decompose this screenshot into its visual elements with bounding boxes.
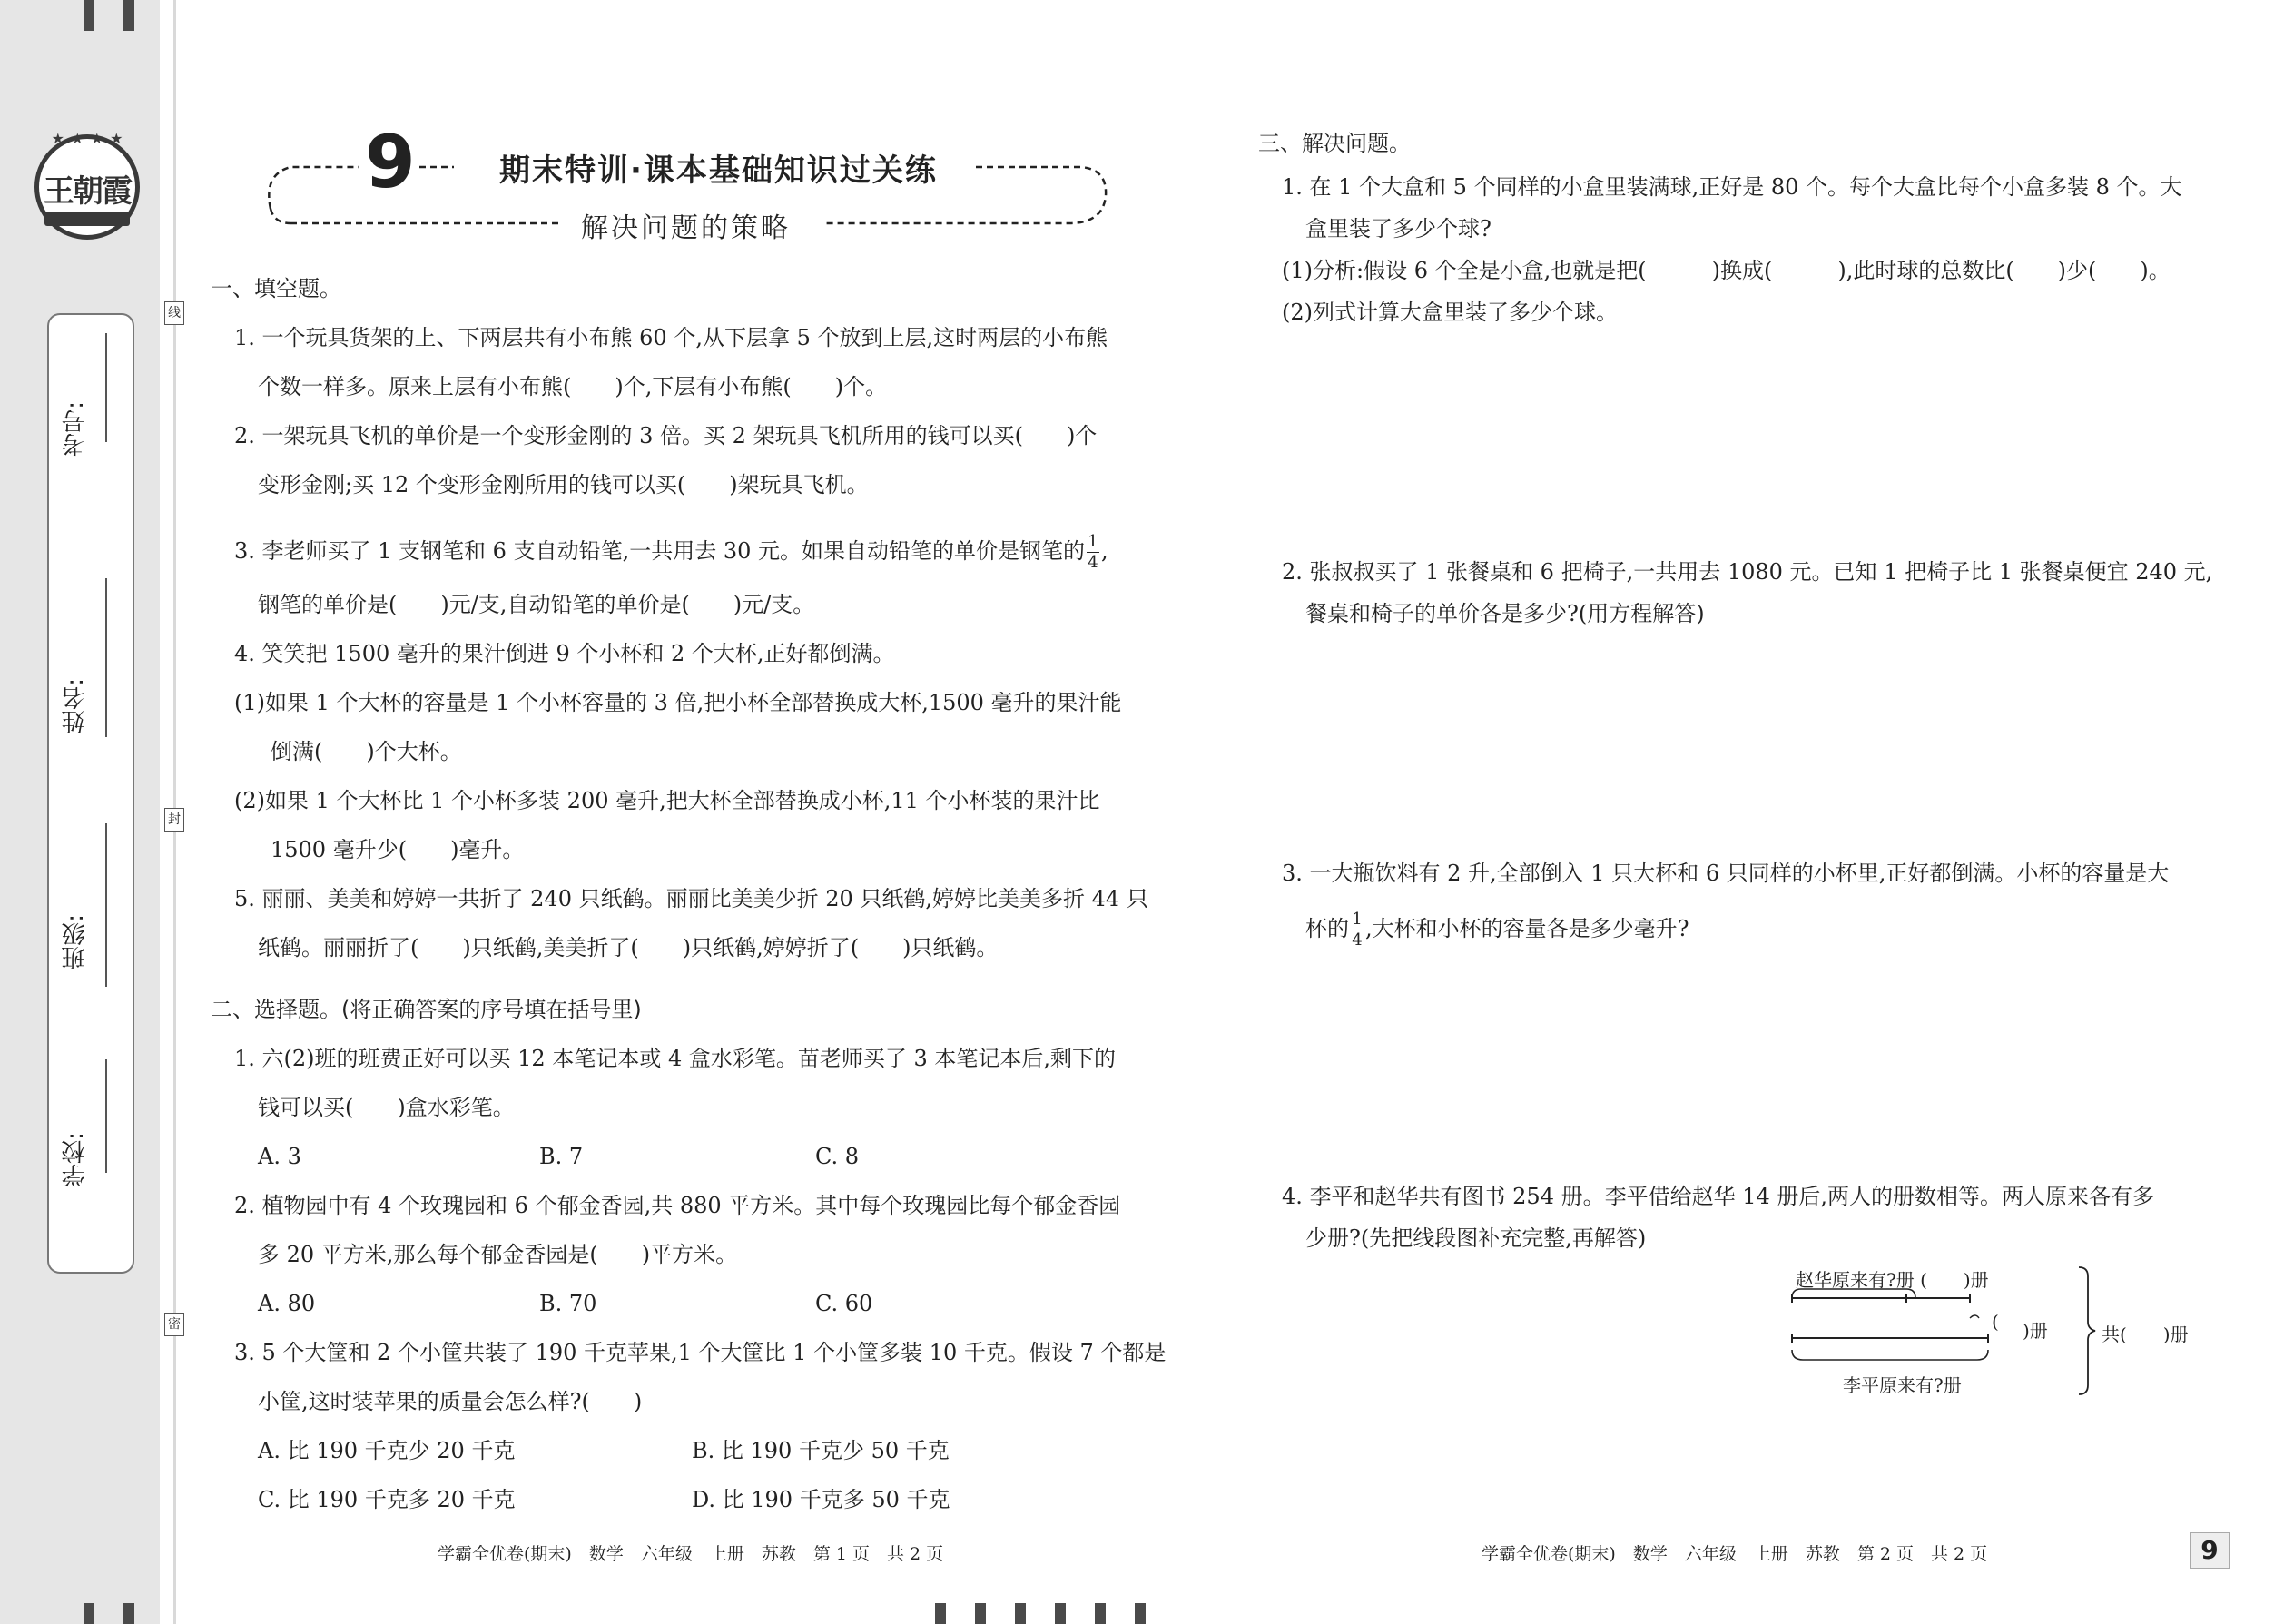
- choice-option[interactable]: B. 比 190 千克少 50 千克: [692, 1438, 950, 1463]
- logo-band: [44, 212, 130, 226]
- question-text: [1305, 911, 1689, 949]
- chapter-subtitle: 解决问题的策略: [581, 212, 791, 244]
- exam-number-line: [105, 333, 107, 442]
- seal-mark: 线: [164, 301, 184, 325]
- crop-mark: [123, 1603, 134, 1624]
- choice-option[interactable]: B. 70: [539, 1291, 597, 1316]
- section-problem-solving: 三、解决问题。: [1258, 131, 1411, 156]
- crop-mark: [84, 0, 94, 31]
- question-text: (1)分析:假设 6 个全是小盒,也就是把( )换成( ),此时球的总数比( )少( )。: [1282, 258, 2171, 283]
- question-text: 1500 毫升少( )毫升。: [271, 837, 525, 862]
- question-text: 钢笔的单价是( )元/支,自动铅笔的单价是( )元/支。: [258, 592, 815, 617]
- question-text-part: 杯的: [1305, 916, 1349, 941]
- publisher-logo: [34, 130, 140, 240]
- question-text: 倒满( )个大杯。: [271, 739, 462, 764]
- fraction-denominator: 4: [1088, 553, 1098, 572]
- choice-option[interactable]: C. 8: [815, 1144, 860, 1169]
- question-text: 5. 丽丽、美美和婷婷一共折了 240 只纸鹤。丽丽比美美少折 20 只纸鹤,婷婷比美美多折 44 只: [234, 886, 1148, 911]
- choice-option[interactable]: C. 比 190 千克多 20 千克: [258, 1487, 516, 1512]
- logo-text: 王朝霞: [44, 173, 131, 210]
- class-label: 班级:: [62, 913, 89, 969]
- crop-mark: [1095, 1603, 1106, 1624]
- class-field[interactable]: [58, 823, 125, 1059]
- question-text: 4. 笑笑把 1500 毫升的果汁倒进 9 个小杯和 2 个大杯,正好都倒满。: [234, 641, 895, 666]
- choice-option[interactable]: D. 比 190 千克多 50 千克: [692, 1487, 950, 1512]
- name-line: [105, 578, 107, 737]
- diagram-label-liping: 李平原来有?册: [1843, 1374, 1962, 1396]
- question-text: 个数一样多。原来上层有小布熊( )个,下层有小布熊( )个。: [258, 374, 888, 399]
- diagram-label-zhaohua: 赵华原来有?册 ( )册: [1796, 1269, 1989, 1291]
- question-text: 盒里装了多少个球?: [1305, 216, 1492, 241]
- line-segment-diagram: [1779, 1264, 2215, 1409]
- name-label: 姓名:: [62, 677, 89, 733]
- section-fill-blank: 一、填空题。: [211, 276, 341, 301]
- question-text: 餐桌和椅子的单价各是多少?(用方程解答): [1305, 601, 1705, 626]
- class-line: [105, 823, 107, 987]
- question-text: 2. 植物园中有 4 个玫瑰园和 6 个郁金香园,共 880 平方米。其中每个玫瑰园比每个郁金香园: [234, 1193, 1121, 1218]
- diagram-total: 共( )册: [2102, 1324, 2189, 1345]
- chapter-number: 9: [365, 120, 416, 204]
- crop-mark: [935, 1603, 946, 1624]
- student-info-box: [47, 313, 134, 1274]
- school-field[interactable]: [58, 1059, 125, 1259]
- page-footer: 学霸全优卷(期末) 数学 六年级 上册 苏教 第 2 页 共 2 页: [1482, 1544, 1988, 1564]
- choice-option[interactable]: C. 60: [815, 1291, 873, 1316]
- diagram-paren: (: [1992, 1311, 1999, 1333]
- question-text: (1)如果 1 个大杯的容量是 1 个小杯容量的 3 倍,把小杯全部替换成大杯,1500 毫升的果汁能: [234, 690, 1122, 715]
- exam-number-field[interactable]: [58, 333, 125, 524]
- question-text: 3. 一大瓶饮料有 2 升,全部倒入 1 只大杯和 6 只同样的小杯里,正好都倒满。小杯的容量是大: [1282, 861, 2170, 886]
- question-text: (2)如果 1 个大杯比 1 个小杯多装 200 毫升,把大杯全部替换成小杯,11 个小杯装的果汁比: [234, 788, 1100, 813]
- section-multiple-choice: 二、选择题。(将正确答案的序号填在括号里): [211, 997, 642, 1022]
- crop-mark: [123, 0, 134, 31]
- name-field[interactable]: [58, 587, 125, 823]
- fraction-numerator: 1: [1352, 910, 1363, 929]
- question-text-part: 3. 李老师买了 1 支钢笔和 6 支自动铅笔,一共用去 30 元。如果自动铅笔的单价是钢笔的: [234, 538, 1086, 564]
- crop-mark: [1015, 1603, 1026, 1624]
- seal-mark: 封: [164, 808, 184, 832]
- question-text: 小筐,这时装苹果的质量会怎么样?( ): [258, 1389, 643, 1414]
- question-text: 1. 在 1 个大盒和 5 个同样的小盒里装满球,正好是 80 个。每个大盒比每个小盒多装 8 个。大: [1282, 174, 2182, 200]
- star-icons: ★ ★ ★ ★: [51, 130, 123, 147]
- choice-option[interactable]: A. 3: [258, 1144, 301, 1169]
- school-label: 学校:: [62, 1131, 89, 1187]
- question-text: 1. 一个玩具货架的上、下两层共有小布熊 60 个,从下层拿 5 个放到上层,这时两层的小布熊: [234, 325, 1108, 350]
- question-text: (2)列式计算大盒里装了多少个球。: [1282, 300, 1618, 325]
- chapter-title: 期末特训·课本基础知识过关练: [499, 153, 938, 189]
- crop-mark: [1135, 1603, 1146, 1624]
- chapter-header: [263, 120, 1108, 244]
- fraction: [1087, 534, 1099, 571]
- question-text: 3. 5 个大筐和 2 个小筐共装了 190 千克苹果,1 个大筐比 1 个小筐多装 10 千克。假设 7 个都是: [234, 1340, 1167, 1365]
- question-text: 2. 一架玩具飞机的单价是一个变形金刚的 3 倍。买 2 架玩具飞机所用的钱可以买( )个: [234, 423, 1098, 448]
- seal-mark: 密: [164, 1313, 184, 1336]
- school-line: [105, 1059, 107, 1173]
- diagram-unit: )册: [2023, 1320, 2048, 1342]
- crop-mark: [84, 1603, 94, 1624]
- question-text: 少册?(先把线段图补充完整,再解答): [1305, 1225, 1647, 1251]
- question-text: 纸鹤。丽丽折了( )只纸鹤,美美折了( )只纸鹤,婷婷折了( )只纸鹤。: [258, 935, 999, 960]
- page-number: 9: [2190, 1532, 2230, 1569]
- fraction-numerator: 1: [1088, 532, 1098, 551]
- crop-mark: [975, 1603, 986, 1624]
- fraction-denominator: 4: [1352, 930, 1363, 950]
- choice-option[interactable]: A. 比 190 千克少 20 千克: [258, 1438, 516, 1463]
- page-footer: 学霸全优卷(期末) 数学 六年级 上册 苏教 第 1 页 共 2 页: [438, 1544, 944, 1564]
- fraction: [1351, 911, 1364, 949]
- question-text: 变形金刚;买 12 个变形金刚所用的钱可以买( )架玩具飞机。: [258, 472, 869, 497]
- question-text-part: ,大杯和小杯的容量各是多少毫升?: [1365, 916, 1689, 941]
- question-text: 4. 李平和赵华共有图书 254 册。李平借给赵华 14 册后,两人的册数相等。两人原来各有多: [1282, 1184, 2155, 1209]
- exam-number-label: 考号:: [62, 400, 89, 457]
- question-text-part: ,: [1101, 538, 1108, 564]
- question-text: 2. 张叔叔买了 1 张餐桌和 6 把椅子,一共用去 1080 元。已知 1 把椅子比 1 张餐桌便宜 240 元,: [1282, 559, 2213, 585]
- choice-option[interactable]: A. 80: [258, 1291, 316, 1316]
- choice-option[interactable]: B. 7: [539, 1144, 584, 1169]
- question-text: 1. 六(2)班的班费正好可以买 12 本笔记本或 4 盒水彩笔。苗老师买了 3 本笔记本后,剩下的: [234, 1046, 1117, 1071]
- crop-mark: [1055, 1603, 1066, 1624]
- question-text: 多 20 平方米,那么每个郁金香园是( )平方米。: [258, 1242, 738, 1267]
- question-text: [234, 534, 1108, 571]
- question-text: 钱可以买( )盒水彩笔。: [258, 1095, 515, 1120]
